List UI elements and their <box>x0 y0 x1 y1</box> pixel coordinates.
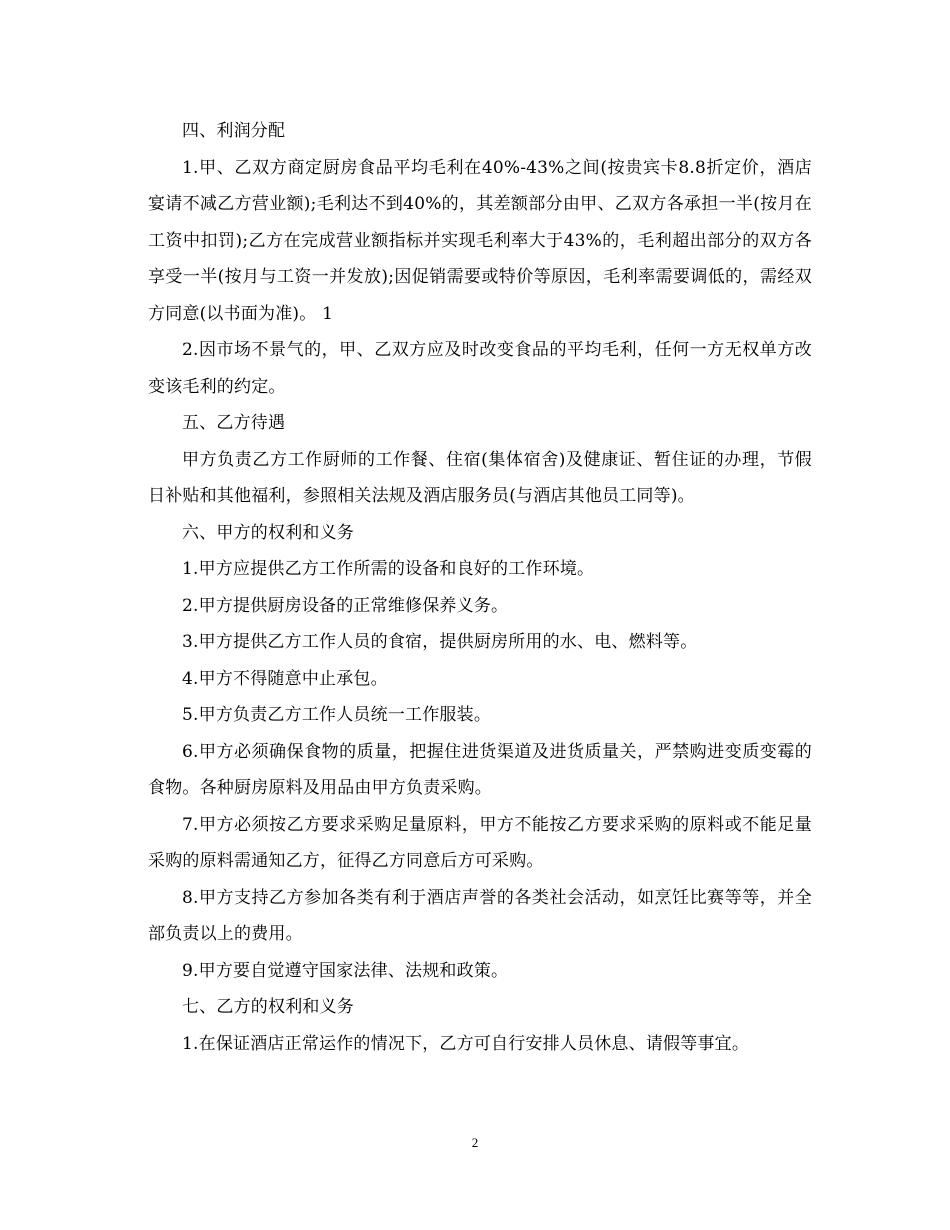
clause-paragraph: 6.甲方必须确保食物的质量，把握住进货渠道及进货质量关，严禁购进变质变霉的食物。各种厨房原料及用品由甲方负责采购。 <box>148 741 812 798</box>
section-heading-profit-distribution: 四、利润分配 <box>182 121 286 141</box>
clause-paragraph: 9.甲方要自觉遵守国家法律、法规和政策。 <box>182 960 509 981</box>
page-number: 2 <box>471 1135 479 1150</box>
section-heading-party-b-rights: 七、乙方的权利和义务 <box>182 997 354 1017</box>
section-heading-party-a-rights: 六、甲方的权利和义务 <box>182 522 354 543</box>
clause-paragraph: 4.甲方不得随意中止承包。 <box>182 668 388 689</box>
clause-paragraph: 甲方负责乙方工作厨师的工作餐、住宿(集体宿舍)及健康证、暂住证的办理，节假日补贴和其他福利，参照相关法规及酒店服务员(与酒店其他员工同等)。 <box>148 449 812 506</box>
section-heading-party-b-treatment: 五、乙方待遇 <box>182 413 286 433</box>
clause-paragraph: 3.甲方提供乙方工作人员的食宿，提供厨房所用的水、电、燃料等。 <box>182 632 698 652</box>
clause-paragraph: 8.甲方支持乙方参加各类有利于酒店声誉的各类社会活动，如烹饪比赛等等，并全部负责以上的费用。 <box>148 887 812 944</box>
clause-paragraph: 1.甲方应提供乙方工作所需的设备和良好的工作环境。 <box>182 559 595 579</box>
clause-paragraph: 1.在保证酒店正常运作的情况下，乙方可自行安排人员休息、请假等事宜。 <box>182 1033 750 1054</box>
document-body <box>148 113 812 1062</box>
clause-paragraph: 5.甲方负责乙方工作人员统一工作服装。 <box>182 705 492 725</box>
clause-paragraph: 7.甲方必须按乙方要求采购足量原料，甲方不能按乙方要求采购的原料或不能足量采购的原料需通知乙方，征得乙方同意后方可采购。 <box>148 814 812 871</box>
clause-paragraph: 1.甲、乙双方商定厨房食品平均毛利在40%-43%之间(按贵宾卡8.8折定价，酒店宴请不减乙方营业额);毛利达不到40%的，其差额部分由甲、乙双方各承担一半(按月在工资中扣罚);乙方在完成营业额指标并实现毛利率大于43%的，毛利超出部分的双方各享受一半(按月与工资一并发放);因促销需要或特价等原因，毛利率需要调低的，需经双方同意(以书面为准)。 1 <box>148 157 812 324</box>
clause-paragraph: 2.因市场不景气的，甲、乙双方应及时改变食品的平均毛利，任何一方无权单方改变该毛利的约定。 <box>148 340 812 397</box>
clause-paragraph: 2.甲方提供厨房设备的正常维修保养义务。 <box>182 595 509 616</box>
